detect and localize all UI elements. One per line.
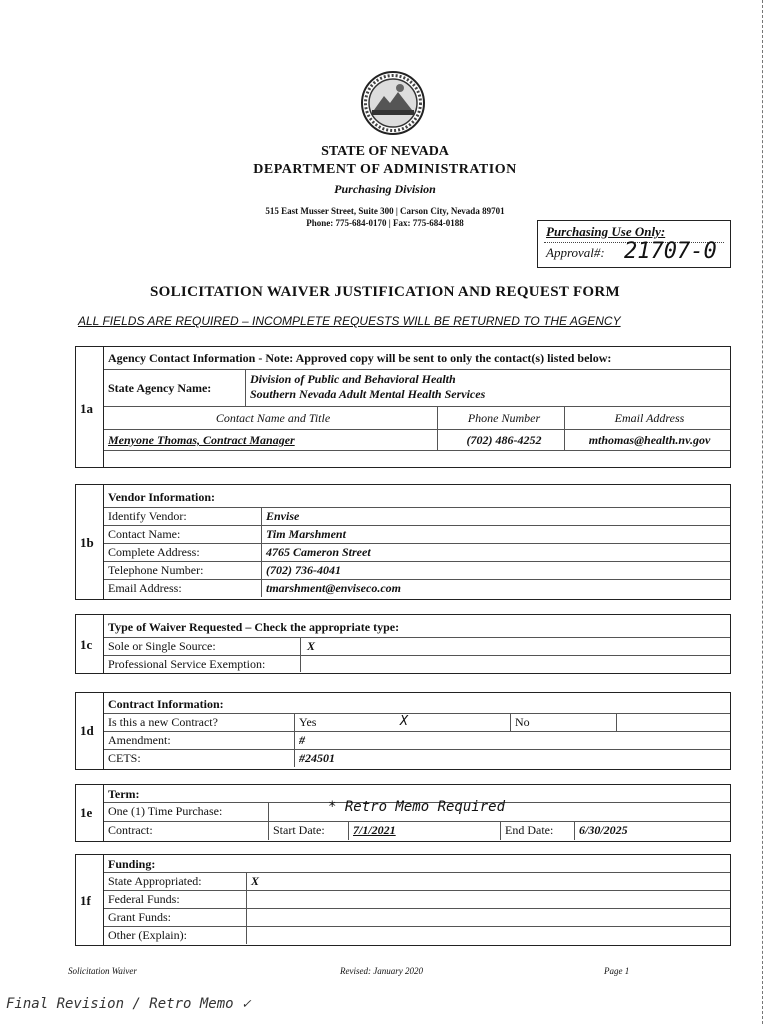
yes-checkbox[interactable]: X: [400, 714, 408, 729]
vendor-row: [104, 562, 730, 580]
amendment-label: Amendment:: [108, 733, 171, 747]
yes-label: Yes: [294, 714, 389, 731]
requirement-note: ALL FIELDS ARE REQUIRED – INCOMPLETE REQUESTS WILL BE RETURNED TO THE AGENCY: [78, 314, 621, 328]
section-1d: [75, 692, 731, 770]
section-id: 1a: [80, 401, 93, 416]
funding-row: [104, 927, 730, 944]
section-id-cell: [76, 785, 104, 841]
col-phone: Phone Number: [437, 407, 566, 429]
sole-source-label: Sole or Single Source:: [108, 639, 216, 653]
footer-center: Revised: January 2020: [340, 966, 423, 976]
agency-name-row: [104, 370, 730, 407]
header-division: Purchasing Division: [334, 182, 436, 196]
waiver-type-row: [104, 656, 730, 672]
amendment-value[interactable]: #: [294, 732, 730, 749]
contact-header-row: [104, 407, 730, 430]
header-state: STATE OF NEVADA: [321, 144, 449, 159]
one-time-label: One (1) Time Purchase:: [108, 804, 223, 818]
new-contract-label: Is this a new Contract?: [108, 715, 218, 729]
contact-email[interactable]: mthomas@health.nv.gov: [564, 430, 730, 450]
cets-label: CETS:: [108, 751, 141, 765]
no-checkbox[interactable]: [616, 714, 661, 731]
funding-label: Other (Explain):: [108, 928, 187, 942]
no-label: No: [510, 714, 595, 731]
header-phone: Phone: 775-684-0170 | Fax: 775-684-0188: [306, 218, 464, 228]
vendor-row: [104, 508, 730, 526]
section-heading-row: [104, 855, 730, 873]
vendor-label: Identify Vendor:: [108, 509, 187, 523]
agency-name-label: State Agency Name:: [108, 381, 212, 395]
purchasing-use-title: Purchasing Use Only:: [546, 224, 666, 239]
start-date-value[interactable]: 7/1/2021: [348, 822, 493, 840]
vendor-row: [104, 526, 730, 544]
funding-label: Grant Funds:: [108, 910, 171, 924]
prof-service-checkbox[interactable]: [300, 656, 345, 672]
contact-row: [104, 430, 730, 451]
header-address: 515 East Musser Street, Suite 300 | Carson City, Nevada 89701: [265, 206, 505, 216]
contact-name[interactable]: Menyone Thomas, Contract Manager: [108, 433, 295, 447]
section-id-cell: [76, 347, 104, 467]
vendor-value[interactable]: Envise: [261, 508, 730, 525]
funding-label: Federal Funds:: [108, 892, 180, 906]
form-title: SOLICITATION WAIVER JUSTIFICATION AND REQUEST FORM: [150, 284, 620, 300]
vendor-row: [104, 544, 730, 562]
section-heading: Type of Waiver Requested – Check the appropriate type:: [108, 620, 400, 634]
start-date-label: Start Date:: [268, 822, 353, 840]
section-1f: [75, 854, 731, 946]
funding-label: State Appropriated:: [108, 874, 202, 888]
section-1e: [75, 784, 731, 842]
funding-row: [104, 873, 730, 891]
vendor-value[interactable]: 4765 Cameron Street: [261, 544, 730, 561]
section-id-cell: [76, 485, 104, 599]
section-id-cell: [76, 615, 104, 673]
end-date-label: End Date:: [500, 822, 577, 840]
approval-label: Approval#:: [546, 245, 605, 260]
vendor-label: Complete Address:: [108, 545, 200, 559]
section-heading-row: [104, 693, 730, 714]
funding-value[interactable]: [246, 891, 730, 908]
cets-row: [104, 750, 730, 767]
funding-row: [104, 909, 730, 927]
vendor-value[interactable]: tmarshment@enviseco.com: [261, 580, 730, 597]
vendor-value[interactable]: (702) 736-4041: [261, 562, 730, 579]
footer-left: Solicitation Waiver: [68, 966, 137, 976]
handwritten-scribble: Final Revision / Retro Memo ✓: [6, 996, 251, 1012]
contract-term-row: [104, 822, 730, 840]
funding-value[interactable]: X: [246, 873, 730, 890]
one-time-row: [104, 799, 730, 822]
footer-right: Page 1: [604, 966, 630, 976]
section-heading: Agency Contact Information - Note: Approved copy will be sent to only the contact(s) listed below:: [108, 351, 612, 365]
section-heading-row: [104, 485, 730, 508]
purchasing-use-box: [537, 220, 731, 268]
section-heading: Contract Information:: [108, 697, 224, 711]
section-heading-row: [104, 615, 730, 638]
section-heading: Term:: [108, 787, 140, 801]
vendor-label: Email Address:: [108, 581, 182, 595]
one-time-checkbox[interactable]: [268, 803, 293, 821]
agency-name-line1: Division of Public and Behavioral Health: [250, 372, 456, 386]
section-1a: [75, 346, 731, 468]
funding-value[interactable]: [246, 927, 730, 944]
section-id: 1b: [80, 535, 94, 550]
col-contact: Contact Name and Title: [215, 411, 331, 425]
new-contract-row: [104, 714, 730, 732]
handwritten-note: * Retro Memo Required: [328, 799, 506, 815]
state-seal: [360, 70, 426, 136]
contract-label: Contract:: [108, 823, 153, 837]
vendor-row: [104, 580, 730, 597]
vendor-label: Telephone Number:: [108, 563, 204, 577]
section-1c: [75, 614, 731, 674]
end-date-value[interactable]: 6/30/2025: [574, 822, 730, 840]
approval-number: 21707-0: [624, 239, 717, 264]
sole-source-checkbox[interactable]: X: [300, 638, 347, 655]
section-heading: Funding:: [108, 857, 156, 871]
col-email: Email Address: [564, 407, 730, 429]
funding-value[interactable]: [246, 909, 730, 926]
section-heading-row: [104, 347, 730, 370]
section-1b: [75, 484, 731, 600]
prof-service-label: Professional Service Exemption:: [108, 657, 266, 671]
section-id: 1e: [80, 805, 93, 820]
amendment-row: [104, 732, 730, 750]
section-id: 1f: [80, 893, 91, 908]
funding-row: [104, 891, 730, 909]
contact-phone[interactable]: (702) 486-4252: [437, 430, 566, 450]
vendor-value[interactable]: Tim Marshment: [261, 526, 730, 543]
vendor-label: Contact Name:: [108, 527, 181, 541]
agency-name-line2: Southern Nevada Adult Mental Health Services: [250, 387, 486, 401]
waiver-type-row: [104, 638, 730, 656]
section-id: 1c: [80, 637, 93, 652]
section-id: 1d: [80, 723, 94, 738]
cets-value[interactable]: #24501: [294, 750, 730, 767]
section-id-cell: [76, 693, 104, 769]
section-heading: Vendor Information:: [108, 490, 216, 504]
agency-name-value[interactable]: [245, 370, 730, 406]
section-id-cell: [76, 855, 104, 945]
page-edge: [762, 0, 763, 1024]
header-department: DEPARTMENT OF ADMINISTRATION: [253, 162, 517, 177]
